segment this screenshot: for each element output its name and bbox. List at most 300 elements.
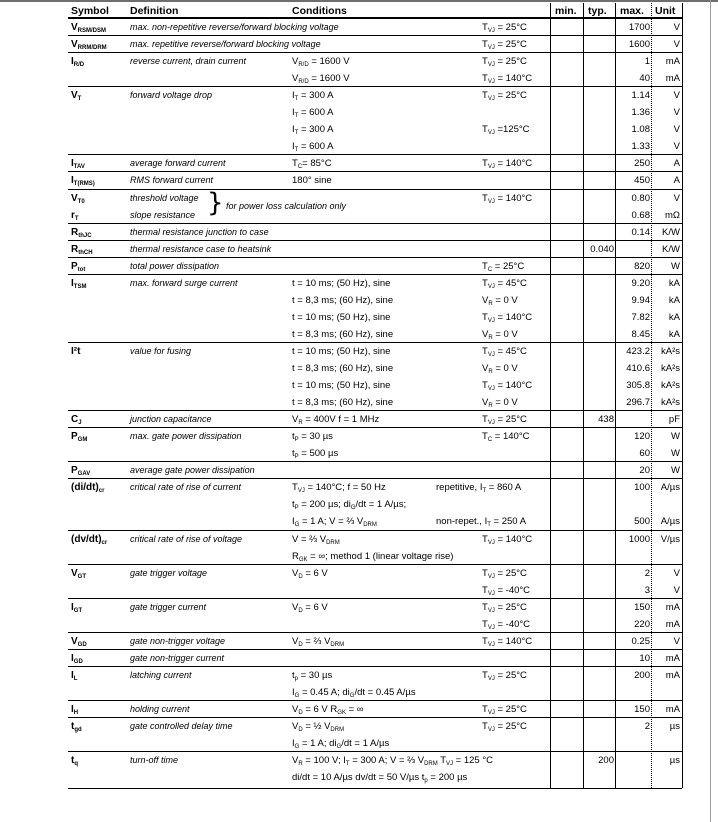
table-row [0,496,718,513]
condition-cell-text: 180° sine [292,175,332,187]
unit-cell [654,22,680,33]
condition-cell-subscript: DRM [363,522,377,529]
condition2-cell-subscript: VJ [487,198,495,205]
definition-cell-text: reverse current, drain current [130,56,247,67]
definition-cell-text: gate trigger current [130,601,207,612]
header-conditions: Conditions [292,5,347,17]
condition2-cell-text: = 250 A [490,516,527,528]
unit-cell-text: V [673,39,680,51]
condition2-cell-text: = 0 V [492,328,518,340]
condition-cell-text: T [437,755,447,767]
condition2-cell-text: = 25°C [494,601,527,613]
condition-cell-text: = 400V f = 1 MHz [302,414,380,426]
max-cell-text: 500 [634,516,650,528]
condition2-cell-text: = 0 V [492,397,518,409]
unit-cell-text: V [673,567,680,579]
condition-cell-subscript: D [298,710,303,716]
condition2-cell [482,73,532,88]
condition-cell-subscript: D [298,573,303,580]
max-cell-text: 0.14 [631,226,650,238]
definition-cell [130,175,213,186]
max-cell-text: 2 [644,721,650,733]
condition-cell-text: = 300 A [298,90,334,102]
condition2-cell-text: T [482,56,488,68]
unit-cell [654,431,680,442]
unit-cell-text: V [673,90,680,102]
unit-cell [654,175,680,186]
table-row [0,531,718,548]
condition2-cell [482,346,527,361]
condition-cell-subscript: G [349,692,355,699]
condition-cell-subscript: DRM [330,641,345,648]
symbol-cell-text: V [71,192,78,204]
symbol-cell-text: I [71,56,74,68]
unit-cell-text: kA²s [661,345,680,357]
condition2-cell-subscript: VJ [487,164,495,171]
condition2-cell-text: = 25°C [494,56,527,68]
unit-cell-text: kA²s [661,397,680,409]
definition-cell [130,721,233,732]
table-row [0,241,718,258]
max-cell [616,158,650,169]
condition-cell-text: = 1600 V [308,73,350,85]
symbol-cell [71,56,84,71]
condition2-cell-subscript: VJ [487,420,495,427]
condition-cell [292,124,333,139]
max-cell-text: 410.6 [626,363,650,374]
condition2-cell [482,124,530,139]
symbol-cell [71,175,95,190]
typ-cell [584,244,614,255]
condition-cell [292,738,389,753]
condition2-cell-text: =125°C [494,124,530,136]
condition2-cell-text: T [482,311,488,323]
unit-cell-text: µs [669,755,680,767]
condition2-cell-subscript: R [488,369,493,375]
condition2-cell-subscript: VJ [487,96,495,103]
symbol-cell [71,534,107,549]
definition-cell-text: gate controlled delay time [130,721,233,732]
table-row [0,684,718,701]
max-cell-text: 0.25 [631,635,650,647]
condition2-cell-subscript: VJ [487,607,495,614]
symbol-cell-subscript: gd [74,727,82,734]
table-row [0,87,718,104]
condition-cell-subscript: T [294,147,299,154]
condition2-cell-text: = 860 A [486,482,522,494]
condition2-cell-subscript: VJ [487,727,495,734]
header-typ: typ. [588,5,607,17]
condition-cell-text: = ∞ [345,704,364,715]
condition2-cell-text: non-repet., I [436,516,488,528]
condition2-cell-subscript: VJ [487,130,495,137]
condition-cell-subscript: R/D [298,79,309,86]
symbol-cell-subscript: GM [77,437,88,444]
condition-cell-text: V [292,755,299,767]
max-cell-text: 220 [634,618,650,630]
table-row [0,548,718,565]
condition-cell [292,397,393,408]
condition2-cell [482,534,532,549]
max-cell [616,261,650,272]
condition-cell [292,158,332,173]
condition-cell-subscript: P [294,454,299,461]
condition2-cell-text: = 140°C [494,73,533,85]
max-cell-text: 7.82 [631,311,650,323]
unit-cell [654,585,680,596]
max-cell-text: 1.14 [631,90,650,102]
definition-cell-text: junction capacitance [130,414,212,425]
definition-cell-text: gate non-trigger voltage [130,635,226,646]
condition-cell [292,448,338,463]
max-cell-text: 1.36 [631,107,650,119]
condition-cell-text: t [292,499,295,511]
condition-cell-text: I [292,686,295,698]
condition2-cell-text: = 25°C [494,414,527,426]
condition-cell [292,551,453,566]
definition-cell-text: average gate power dissipation [130,465,255,476]
condition2-cell-text: T [482,277,488,289]
condition-cell-subscript: T [294,130,299,137]
table-row [0,292,718,309]
symbol-cell-text: V [71,22,78,33]
condition2-cell [482,568,527,583]
condition2-cell-text: T [482,158,488,170]
condition2-cell-text: = 45°C [494,345,527,357]
definition-cell-text: gate trigger voltage [130,567,208,578]
max-cell [616,380,650,391]
unit-cell-text: mA [665,73,680,85]
max-cell [616,193,650,204]
condition-cell-subscript: R [298,420,303,427]
symbol-cell-subscript: GT [77,573,87,580]
condition2-cell-text: = 45°C [494,277,527,289]
table-row [0,565,718,582]
condition2-cell-subscript: VJ [487,624,495,631]
table-row [0,411,718,428]
condition-cell-subscript: G [350,505,356,512]
condition2-cell [482,39,527,54]
condition-cell [292,516,377,531]
condition-cell-text: = 1600 V [308,56,350,68]
condition2-cell-text: T [482,414,488,426]
unit-cell [654,107,680,118]
unit-cell-text: mA [665,618,680,630]
condition2-cell [482,363,518,378]
condition-cell-text: = 0.45 A; di [299,686,350,698]
table-row [0,752,718,769]
condition2-cell [482,397,518,412]
symbol-cell-text: R [71,226,79,238]
condition-cell-subscript: R [298,761,303,768]
condition-cell-subscript: T [294,96,299,103]
condition-cell [292,278,390,289]
symbol-cell [71,39,107,54]
condition2-cell-text: T [482,345,488,357]
max-cell-text: 200 [634,669,650,681]
symbol-cell [71,602,82,617]
unit-cell-text: V [673,192,680,204]
condition2-cell-subscript: VJ [487,710,495,716]
condition-cell-text: = 1 A; V = ⅔ V [299,516,364,528]
symbol-cell [71,278,86,293]
condition2-cell-subscript: C [487,437,493,444]
condition-cell [292,90,333,105]
condition-cell-text: V [292,601,299,613]
definition-cell [130,39,321,50]
max-cell [616,653,650,664]
max-cell-text: 10 [639,652,650,664]
unit-cell-text: W [671,465,680,477]
unit-cell [654,329,680,340]
condition-cell-text: = 1 A; di [299,738,337,750]
symbol-cell [71,482,104,497]
condition2-cell-subscript: VJ [487,45,495,52]
condition-cell-text: = 85°C [302,158,332,170]
unit-cell-text: V [673,584,680,596]
condition-cell-text: t [292,669,295,681]
symbol-cell-subscript: TAV [73,164,85,171]
condition2-cell-text: = 0 V [492,294,518,306]
condition-cell-text: t = 10 ms; (50 Hz), sine [292,345,391,357]
symbol-cell-text: I [71,158,74,170]
unit-cell [654,73,680,84]
condition2-cell-text: T [482,90,488,102]
unit-cell [654,210,680,221]
max-cell [616,670,650,681]
condition2-cell [482,22,527,37]
condition-cell-text: = ⅔ V [302,635,331,647]
condition-cell-subscript: D [298,641,303,648]
max-cell-text: 9.94 [631,294,650,306]
unit-cell-text: V/µs [660,533,680,545]
condition2-cell-text: T [482,721,488,733]
definition-cell [130,244,271,255]
typ-cell-text: 0.040 [590,243,614,255]
symbol-cell-text: r [71,209,75,221]
table-row [0,36,718,53]
condition-cell [292,363,393,374]
condition-cell-subscript: D [298,727,303,734]
table-row [0,207,718,224]
max-cell-text: 296.7 [626,397,650,409]
max-cell-text: 150 [634,704,650,715]
definition-cell-text: latching current [130,669,192,680]
condition2-cell-text: T [482,22,488,33]
condition-cell [292,568,328,583]
condition-cell [292,141,333,156]
definition-cell [130,636,225,647]
unit-cell [654,568,680,579]
symbol-cell-subscript: RRM/DRM [77,45,107,52]
table-row [0,309,718,326]
symbol-cell-text: I [71,601,74,613]
condition2-cell-subscript: VJ [487,573,495,580]
unit-cell [654,193,680,204]
symbol-cell-text: P [71,465,78,477]
max-cell-text: 820 [634,260,650,272]
unit-cell [654,636,680,647]
definition-cell [130,158,226,169]
max-cell-text: 1600 [628,39,650,51]
unit-cell-text: K/W [662,226,680,238]
unit-cell [654,261,680,272]
max-cell-text: 60 [639,448,650,460]
condition-cell-subscript: R/D [298,62,309,69]
condition-cell [292,687,416,702]
table-row [0,769,718,786]
condition-cell-text: t [292,448,295,460]
symbol-cell-text: I [71,277,74,289]
table-row [0,513,718,530]
condition2-cell-text: = 25°C [494,567,527,579]
table-row [0,462,718,479]
header-unit: Unit [655,5,676,17]
condition-cell-subscript: G [294,744,300,751]
unit-cell-text: V [673,635,680,647]
condition2-cell [482,56,527,71]
condition-cell-text: I [292,107,295,119]
condition2-cell-text: V [482,328,489,340]
max-cell [616,636,650,647]
condition-cell [292,329,393,340]
unit-cell [654,346,680,357]
condition2-cell-text: V [482,397,489,409]
definition-cell-text: RMS forward current [130,175,214,186]
condition-cell-text: = 30 µs [298,431,333,443]
condition2-cell [482,636,532,651]
symbol-cell [71,636,87,651]
condition-cell-text: I [292,738,295,750]
condition2-cell-text: T [482,618,488,630]
condition2-cell-text: = 140°C [494,533,533,545]
symbol-cell-subscript: H [73,710,79,716]
unit-cell [654,56,680,67]
condition-cell [292,73,350,88]
unit-cell-text: V [673,107,680,119]
max-cell [616,534,650,545]
condition-cell [292,534,340,549]
condition2-cell-text: T [482,567,488,579]
condition2-cell-text: T [482,704,488,715]
max-cell-text: 8.45 [631,328,650,340]
unit-cell-text: W [671,260,680,272]
symbol-cell-subscript: q [74,761,79,768]
table-row [0,326,718,343]
condition2-cell [482,670,527,685]
table-row [0,258,718,275]
symbol-cell-subscript: L [73,675,78,682]
unit-cell-text: kA²s [661,380,680,392]
symbol-cell-text: I [71,175,74,187]
symbol-cell-subscript: cr [98,488,105,495]
condition2-cell-subscript: R [488,334,493,341]
symbol-cell [71,755,78,770]
condition-cell-text: /dt = 1 A/µs [341,738,390,750]
symbol-cell [71,22,106,37]
definition-cell-text: thermal resistance case to heatsink [130,243,272,254]
condition-cell-text: R [292,550,299,562]
symbol-cell-subscript: J [78,420,82,427]
max-cell [616,585,650,596]
symbol-cell-text: (dv/dt) [71,533,102,545]
symbol-cell [71,90,81,105]
condition-cell-subscript: C [297,164,303,171]
symbol-cell-text: P [71,431,78,443]
unit-cell [654,534,680,545]
unit-cell-text: kA [668,294,680,306]
table-row [0,104,718,121]
condition2-cell-text: = 140°C [494,158,533,170]
condition2-cell-subscript: T [482,488,487,495]
condition-cell-text: V [292,414,299,426]
brace-icon: } [207,188,224,218]
unit-cell-text: mA [665,601,680,613]
condition-cell-text: V [292,73,299,85]
max-cell-text: 423.2 [626,345,650,357]
unit-cell-text: W [671,431,680,443]
unit-cell-text: mA [665,704,680,715]
condition-cell [292,482,386,497]
condition-cell-subscript: G [294,692,300,699]
max-cell-text: 305.8 [626,380,650,392]
max-cell-text: 0.80 [631,192,650,204]
symbol-cell [71,431,87,446]
max-cell [616,516,650,527]
unit-cell [654,227,680,238]
unit-cell [654,39,680,50]
condition-cell-text: = 300 A [298,124,334,136]
header-max: max. [620,5,644,17]
condition2-cell [482,278,527,293]
unit-cell [654,158,680,169]
condition2-cell-subscript: VJ [487,590,495,597]
condition2-cell-subscript: VJ [487,675,495,682]
max-cell [616,704,650,715]
definition-cell [130,90,212,101]
max-cell-text: 450 [634,175,650,187]
condition-cell-subscript: VJ [297,488,305,495]
symbol-cell [71,346,80,357]
condition-cell-subscript: DRM [330,727,345,734]
condition2-cell-text: = 0 V [492,363,518,374]
unit-cell [654,670,680,681]
definition-cell-text: max. repetitive reverse/forward blocking voltage [130,39,321,50]
max-cell [616,431,650,442]
condition2-cell-text: = 25°C [494,90,527,102]
unit-cell-text: pF [668,414,680,426]
condition-cell-subscript: G [336,744,342,751]
definition-cell [130,704,190,715]
unit-cell [654,312,680,323]
condition-cell-subscript: DRM [424,761,438,768]
condition2-cell-text: = 140°C [492,431,530,443]
max-cell [616,465,650,476]
page-top-border [0,0,718,2]
unit-cell-text: V [673,141,680,153]
symbol-cell-subscript: RSM/DSM [77,28,107,34]
condition-cell [292,772,467,787]
condition2-cell [482,704,527,719]
symbol-cell [71,244,93,259]
condition-cell-subscript: P [294,505,299,512]
unit-cell [654,482,680,493]
symbol-cell-subscript: T [77,96,82,103]
unit-cell-text: µs [669,721,680,733]
condition2-cell [482,602,527,617]
table-row [0,650,718,667]
condition2-cell-text: T [482,584,488,596]
